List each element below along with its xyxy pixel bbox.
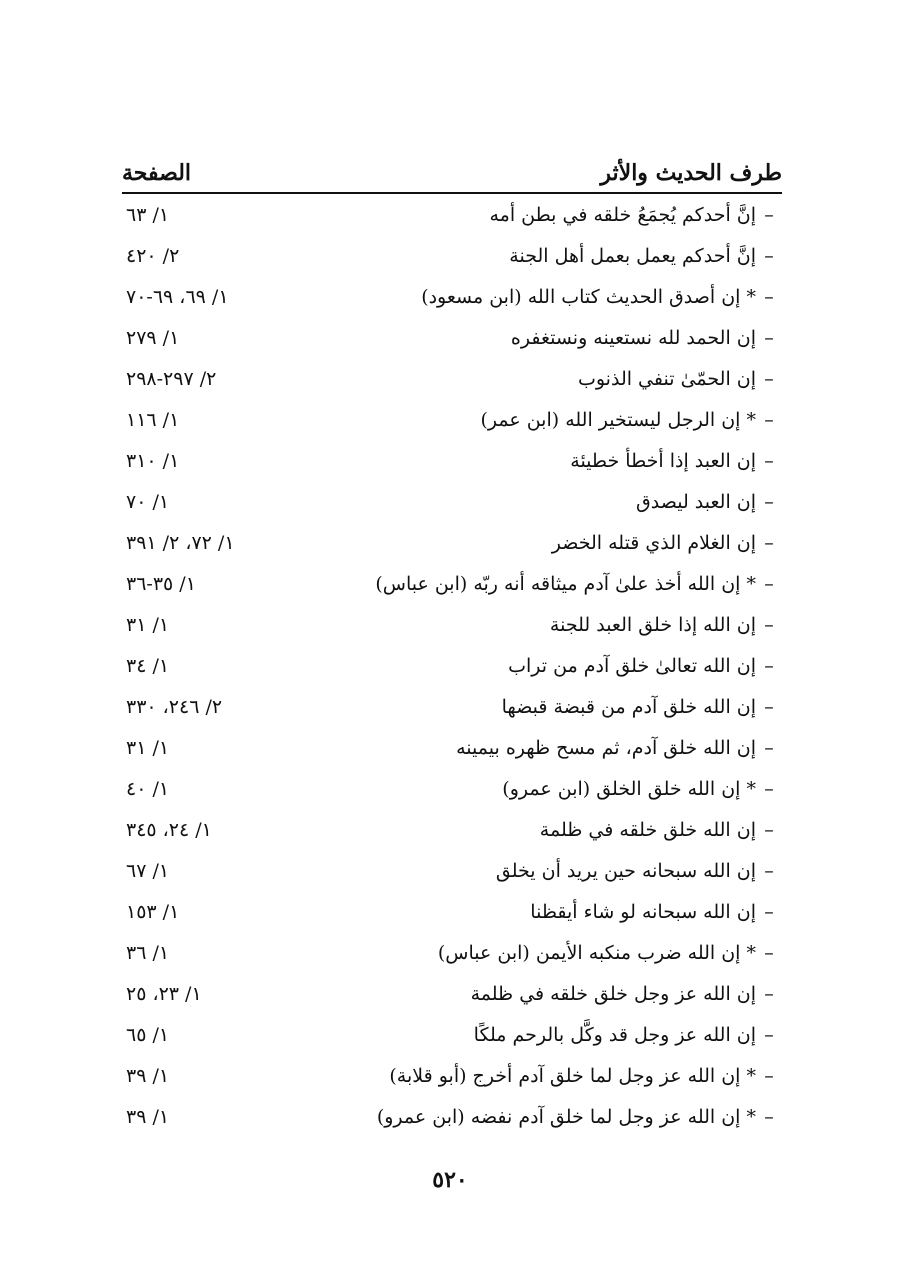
hadith-text: إنَّ أحدكم يُجمَعُ خلقه في بطن أمه [489,203,756,226]
page-reference: ٢/ ٢٤٦، ٣٣٠ [126,695,223,718]
dash-bullet: – [764,1064,774,1087]
dash-bullet: – [764,572,774,595]
index-row [122,317,782,358]
hadith-text: * إن الله خلق الخلق (ابن عمرو) [502,777,756,800]
index-entry [456,737,782,759]
hadith-text: إن الله سبحانه حين يريد أن يخلق [495,859,756,882]
dash-bullet: – [764,613,774,636]
dash-bullet: – [764,490,774,513]
hadith-text: إن الله تعالىٰ خلق آدم من تراب [508,654,756,677]
index-entry [540,819,782,841]
page-reference: ١/ ٦٣ [126,203,170,226]
page-reference: ١/ ١٥٣ [126,900,180,923]
page-reference: ١/ ٣٤ [126,654,170,677]
index-row [122,686,782,727]
index-row [122,399,782,440]
index-entry [578,368,782,390]
page-reference: ٢/ ٢٩٧-٢٩٨ [126,367,217,390]
index-entry [480,409,782,431]
dash-bullet: – [764,982,774,1005]
index-row [122,522,782,563]
dash-bullet: – [764,531,774,554]
hadith-text: إن الغلام الذي قتله الخضر [551,531,756,554]
index-entry [389,1065,782,1087]
hadith-text: * إن الله ضرب منكبه الأيمن (ابن عباس) [437,941,756,964]
hadith-text: * إن الله أخذ علىٰ آدم ميثاقه أنه ربّه (ابن عباس) [375,572,756,595]
index-row [122,481,782,522]
page-reference: ١/ ٦٩، ٦٩-٧٠ [126,285,229,308]
page-reference: ١/ ٤٠ [126,777,170,800]
index-entry [502,696,782,718]
dash-bullet: – [764,203,774,226]
column-header-hadith: طرف الحديث والأثر [600,160,782,186]
page-reference: ٢/ ٤٢٠ [126,244,180,267]
index-row [122,891,782,932]
hadith-text: إن الله سبحانه لو شاء أيقظنا [530,900,756,923]
page-reference: ١/ ٣٩ [126,1105,170,1128]
dash-bullet: – [764,285,774,308]
dash-bullet: – [764,900,774,923]
index-row [122,563,782,604]
hadith-text: إن العبد إذا أخطأ خطيئة [570,449,756,472]
index-row [122,809,782,850]
page-reference: ١/ ٦٧ [126,859,170,882]
dash-bullet: – [764,654,774,677]
hadith-text: * إن الله عز وجل لما خلق آدم أخرج (أبو قلابة) [389,1064,756,1087]
index-entry [530,901,782,923]
dash-bullet: – [764,859,774,882]
dash-bullet: – [764,777,774,800]
index-entry [496,860,782,882]
index-row [122,276,782,317]
index-row [122,604,782,645]
page-reference: ١/ ٣١ [126,736,170,759]
index-row [122,235,782,276]
page-reference: ١/ ٣٦ [126,941,170,964]
dash-bullet: – [764,1023,774,1046]
dash-bullet: – [764,1105,774,1128]
hadith-text: إن الله عز وجل قد وكَّل بالرحم ملكًا [473,1023,756,1046]
page-reference: ١/ ٣٩ [126,1064,170,1087]
page-reference: ١/ ٦٥ [126,1023,170,1046]
hadith-text: إن الحمد لله نستعينه ونستغفره [510,326,756,349]
index-entry [377,1106,782,1128]
index-entry [489,204,782,226]
page-reference: ١/ ١١٦ [126,408,180,431]
dash-bullet: – [764,736,774,759]
hadith-index-table [122,150,782,1137]
index-row [122,932,782,973]
index-entry [438,942,782,964]
dash-bullet: – [764,408,774,431]
index-row [122,850,782,891]
index-row [122,194,782,235]
index-entry [570,450,782,472]
page-reference: ١/ ٢٣، ٢٥ [126,982,202,1005]
hadith-text: إن الحمّىٰ تنفي الذنوب [577,367,756,390]
index-row [122,1055,782,1096]
index-entry [471,983,782,1005]
index-entry [502,778,782,800]
index-entry [511,327,782,349]
page-reference: ١/ ٣١٠ [126,449,180,472]
index-entry [508,655,782,677]
index-row [122,768,782,809]
page-number: ٥٢٠ [432,1167,468,1193]
index-entry [421,286,782,308]
index-entry [474,1024,782,1046]
hadith-text: إن الله خلق آدم، ثم مسح ظهره بيمينه [456,736,756,759]
index-row [122,973,782,1014]
hadith-text: إن الله إذا خلق العبد للجنة [549,613,756,636]
index-row [122,440,782,481]
page-reference: ١/ ٢٧٩ [126,326,180,349]
dash-bullet: – [764,367,774,390]
index-row [122,727,782,768]
hadith-text: * إن الرجل ليستخير الله (ابن عمر) [480,408,756,431]
hadith-text: * إن أصدق الحديث كتاب الله (ابن مسعود) [421,285,756,308]
hadith-text: إن الله عز وجل خلق خلقه في ظلمة [470,982,756,1005]
dash-bullet: – [764,244,774,267]
index-entry [552,532,782,554]
page-reference: ١/ ٣٥-٣٦ [126,572,196,595]
index-row [122,645,782,686]
index-row [122,1096,782,1137]
page-reference: ١/ ٧٠ [126,490,170,513]
index-rows [122,194,782,1137]
hadith-text: إن الله خلق خلقه في ظلمة [539,818,756,841]
table-header [122,150,782,194]
index-entry [550,614,782,636]
dash-bullet: – [764,695,774,718]
dash-bullet: – [764,941,774,964]
hadith-text: * إن الله عز وجل لما خلق آدم نفضه (ابن عمرو) [376,1105,756,1128]
hadith-text: إن العبد ليصدق [636,490,756,513]
hadith-text: إن الله خلق آدم من قبضة قبضها [501,695,756,718]
index-row [122,1014,782,1055]
hadith-text: إنَّ أحدكم يعمل بعمل أهل الجنة [509,244,756,267]
page-reference: ١/ ٣١ [126,613,170,636]
page-reference: ١/ ٢٤، ٣٤٥ [126,818,212,841]
index-entry [636,491,782,513]
dash-bullet: – [764,449,774,472]
column-header-page: الصفحة [122,160,192,186]
dash-bullet: – [764,818,774,841]
index-entry [509,245,782,267]
index-row [122,358,782,399]
index-entry [375,573,782,595]
page-reference: ١/ ٧٢، ٢/ ٣٩١ [126,531,235,554]
dash-bullet: – [764,326,774,349]
